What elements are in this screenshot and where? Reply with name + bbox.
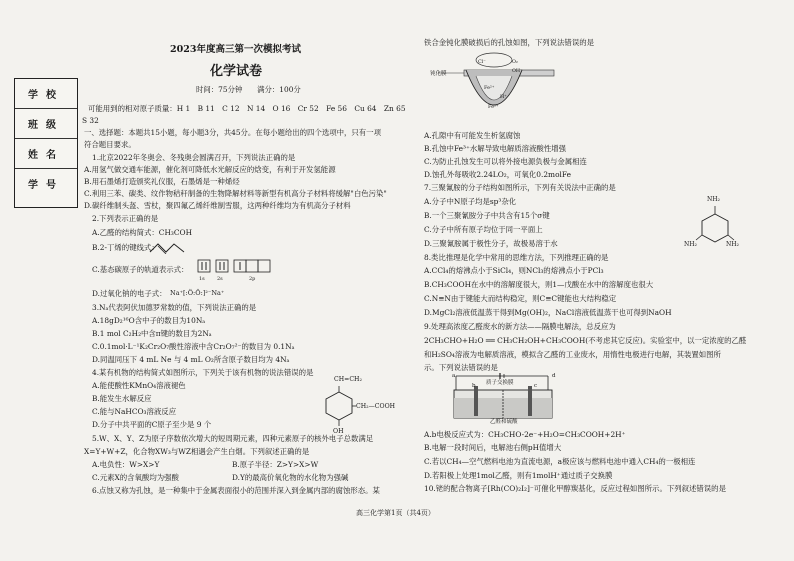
q1-stem: 1.北京2022年冬奥会、冬残奥会圆满召开，下列说法正确的是 <box>92 153 296 162</box>
time-score: 时间：75分钟 满分：100分 <box>196 85 301 94</box>
q3-option-a: A.18gD₂¹⁶O含中子的数目为10Nₐ <box>92 316 206 325</box>
q9-option-a: A.b电极反应式为：CH₃CHO-2e⁻+H₂O=CH₃COOH+2H⁺ <box>424 430 626 439</box>
cell-label-a: a <box>452 373 456 379</box>
melamine-nh2-right: NH₂ <box>726 241 739 248</box>
q10-stem: 10.铑的配合物离子[Rh(CO)₂I₂]⁻可催化甲醇羰基化，反应过程如图所示。下列叙述错误的是 <box>424 484 726 493</box>
q9-option-d: D.若阳极上处理1mol乙醛，则有1molH⁺通过质子交换膜 <box>424 471 613 480</box>
q9-stem-3: 示。下列说法错误的是 <box>424 363 498 372</box>
name-field: 姓名 <box>15 139 77 169</box>
q6-option-b: B.孔蚀中Fe³⁺水解导致电解质溶液酸性增强 <box>424 144 566 153</box>
q5-stem: 5.W、X、Y、Z为原子序数依次增大的短周期元素，四种元素原子的核外电子总数满足 <box>92 434 374 443</box>
q1-option-c: C.利用三苯、碳类、纹作物秸秆制备的生物降解材料等新型有机高分子材料将缓解"白色污染" <box>84 189 387 198</box>
q2-option-c: C.基态碳原子的轨道表示式： <box>92 265 189 274</box>
ion-cl: Cl⁻ <box>478 60 486 65</box>
q6-option-a: A.孔隙中有可能发生析氢腐蚀 <box>424 131 521 140</box>
q9-option-b: B.电解一段时间后，电解池右侧pH值增大 <box>424 443 562 452</box>
q9-stem: 9.处理高浓度乙醛废水的新方法——隔膜电解法，总反应为 <box>424 322 616 331</box>
q9-stem-2: 和H₂SO₄溶液为电解质溶液，模拟含乙醛的工业废水，用惰性电极进行电解，其装置如图所 <box>424 350 721 359</box>
q5-option-a: A.电负性：W>X>Y <box>92 460 160 469</box>
q4-acetic-group: CH₂—COOH <box>356 403 396 410</box>
q5-stem-cont: X=Y+W+Z，化合物XW₃与WZ相遇会产生白烟。下列叙述正确的是 <box>84 447 310 456</box>
student-info-table <box>14 78 78 208</box>
atomic-masses: 可能用到的相对原子质量：H 1 B 11 C 12 N 14 O 16 Cr 52 Fe 56 Cu 64 Zn 65 <box>88 104 406 113</box>
q1-option-b: B.用石墨烯打造颁奖礼仪服，石墨烯是一种烯烃 <box>84 177 240 186</box>
q3-option-b: B.1 mol C₂H₂中含π键的数目为2Nₐ <box>92 329 212 338</box>
q9-equation: 2CH₃CHO+H₂O ══ CH₃CH₂OH+CH₃COOH(不考虑其它反应)。实验室中，以一定浓度的乙醛 <box>424 336 747 345</box>
q4-stem: 4.某有机物的结构简式如图所示，下列关于该有机物的说法错误的是 <box>92 368 314 377</box>
melamine-nh2-top: NH₂ <box>707 196 720 203</box>
subject-title: 化学试卷 <box>210 64 263 79</box>
q5-option-c: C.元素X的含氧酸均为强酸 <box>92 473 179 482</box>
q7-option-a: A.分子中N原子均是sp³杂化 <box>424 197 517 206</box>
pitting-corrosion-figure <box>436 50 556 132</box>
q4-option-c: C.能与NaHCO₃溶液反应 <box>92 407 177 416</box>
orbital-label-2p: 2p <box>249 276 256 282</box>
q8-option-a: A.CCl₄的熔沸点小于SiCl₄，则NCl₃的熔沸点小于PCl₃ <box>424 266 604 275</box>
class-field: 班级 <box>15 109 77 139</box>
q5-option-d: D.Y的最高价氧化物的水化物为强碱 <box>232 473 349 482</box>
orbital-label-2s: 2s <box>217 276 223 282</box>
q2-option-b: B.2-丁烯的键线式： <box>92 243 159 252</box>
passivation-film-label: 钝化膜 <box>430 71 447 77</box>
instructions-cont: 符合题目要求。 <box>84 140 136 149</box>
q9-option-c: C.若以CH₄—空气燃料电池为直流电源，a极应该与燃料电池中通入CH₄的一极相连 <box>424 457 696 466</box>
q8-option-b: B.CH₃COOH在水中的溶解度很大，则1—戊酸在水中的溶解度也很大 <box>424 280 654 289</box>
q8-option-c: C.N≡N由于键能大而结构稳定，则C≡C键能也大结构稳定 <box>424 294 617 303</box>
q2-stem: 2.下列表示正确的是 <box>92 214 159 223</box>
electrolyte-label: 乙醛和硫酸 <box>490 419 518 425</box>
ion-o2: O₂ <box>512 60 518 65</box>
school-field: 学校 <box>15 79 77 109</box>
butene-skeletal-formula <box>148 240 188 254</box>
page-footer: 高三化学第1页（共4页） <box>356 509 435 517</box>
q6-stem-cont: 铁合金钝化膜破损后的孔蚀如图，下列说法错误的是 <box>424 38 594 47</box>
q5-option-b: B.原子半径：Z>Y>X>W <box>232 460 319 469</box>
q6-stem: 6.点蚀又称为孔蚀，是一种集中于金属表面很小的范围并深入到金属内部的腐蚀形态。某 <box>92 486 380 495</box>
q2-option-a: A.乙醛的结构简式：CH₃COH <box>92 228 193 237</box>
q6-option-d: D.蚀孔外每吸收2.24LO₂，可氧化0.2molFe <box>424 170 571 179</box>
q3-option-c: C.0.1mol·L⁻¹K₂Cr₂O₇酸性溶液中含Cr₂O₇²⁻的数目为 0.1Nₐ <box>92 342 295 351</box>
q4-vinyl-group: CH=CH₂ <box>334 376 362 383</box>
q7-option-b: B.一个三聚氰胺分子中共含有15个σ键 <box>424 211 550 220</box>
q4-hydroxyl-group: OH <box>333 428 344 435</box>
q4-structure <box>322 384 356 428</box>
q4-option-a: A.能使酸性KMnO₄溶液褪色 <box>92 381 186 390</box>
instructions: 一、选择题：本题共15小题，每小题3分，共45分。在每小题给出的四个选项中，只有一项 <box>84 128 381 137</box>
q2-option-d: D.过氧化钠的电子式： <box>92 289 167 298</box>
q1-option-a: A.用氢气做交通车能源，催化剂可降低水光解反应的焓变，有利于开发氢能源 <box>84 165 336 174</box>
ion-oh: OH⁻ <box>512 69 523 74</box>
cell-label-b: b <box>472 383 476 389</box>
melamine-nh2-left: NH₂ <box>684 241 697 248</box>
cell-label-c: c <box>534 383 538 389</box>
carbon-orbital-diagram <box>196 258 272 282</box>
q3-option-d: D.同温同压下 4 mL Ne 与 4 mL O₂所含原子数目均为 4Nₐ <box>92 355 290 364</box>
ion-fe3: Fe³⁺ <box>488 105 499 110</box>
sodium-peroxide-formula: Na⁺[:Ö:Ö:]²⁻Na⁺ <box>170 289 225 297</box>
q7-stem: 7.三聚氰胺的分子结构如图所示，下列有关说法中正确的是 <box>424 183 616 192</box>
orbital-label-1s: 1s <box>199 276 205 282</box>
q4-option-b: B.能发生水解反应 <box>92 394 152 403</box>
cell-label-d: d <box>552 373 556 379</box>
q7-option-d: D.三聚氰胺属于极性分子，故极易溶于水 <box>424 239 558 248</box>
q8-option-d: D.MgCl₂溶液低温蒸干得到Mg(OH)₂，NaCl溶液低温蒸干也可得到NaOH <box>424 308 672 317</box>
exam-title: 2023年度高三第一次模拟考试 <box>170 44 301 55</box>
ion-h: H⁺ <box>500 95 507 100</box>
q8-stem: 8.类比推理是化学中常用的思维方法，下列推理正确的是 <box>424 253 609 262</box>
q4-option-d: D.分子中共平面的C原子至少是 9 个 <box>92 420 212 429</box>
student-id-field: 学号 <box>28 180 64 191</box>
q3-stem: 3.Nₐ代表阿伏加德罗常数的值，下列说法正确的是 <box>92 303 257 312</box>
q6-option-c: C.为防止孔蚀发生可以将外接电源负极与金属相连 <box>424 157 587 166</box>
ion-fe2: Fe²⁺ <box>484 86 495 91</box>
q1-option-d: D.碳纤维制头盔、雪杖，聚四氟乙烯纤维制雪服，这两种纤维均为有机高分子材料 <box>84 201 351 210</box>
atomic-masses-cont: S 32 <box>82 116 99 125</box>
q7-option-c: C.分子中所有原子均位于同一平面上 <box>424 225 543 234</box>
proton-membrane-label: 质子交换膜 <box>486 380 514 386</box>
